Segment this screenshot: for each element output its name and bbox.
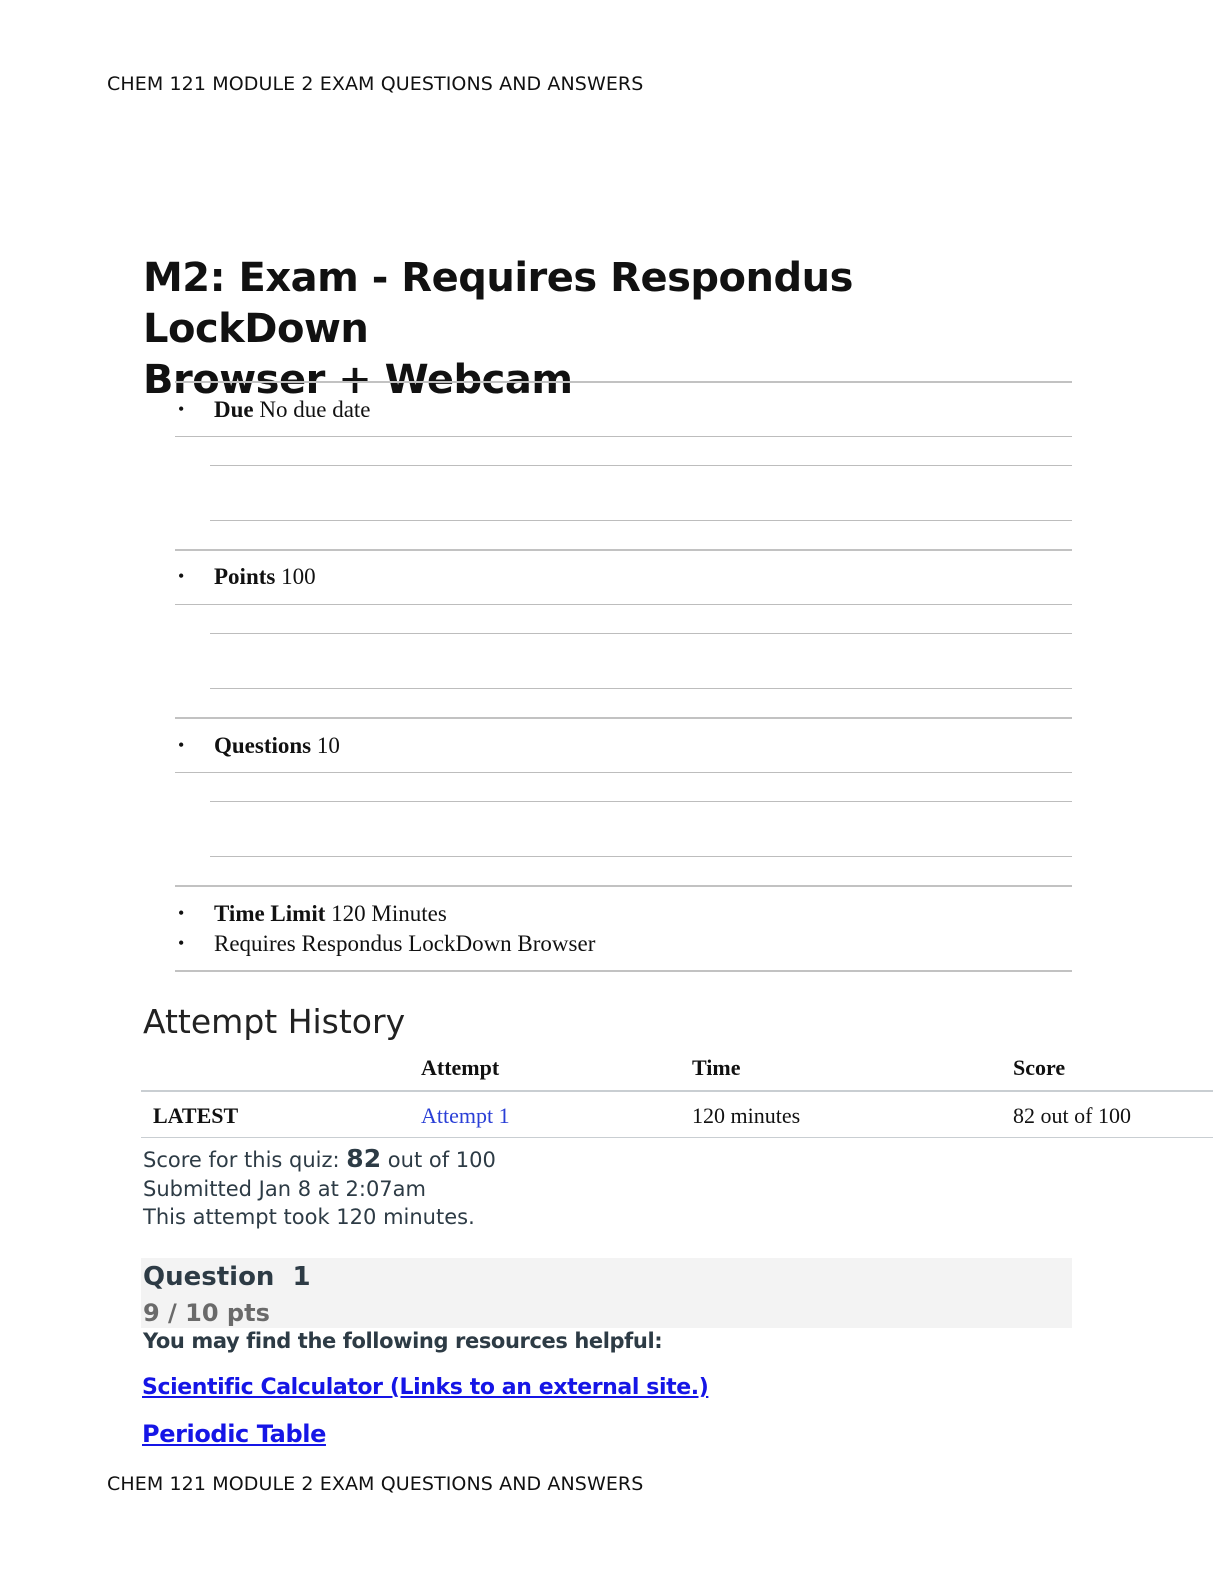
due-value: No due date — [259, 397, 371, 422]
bullet: • — [178, 566, 185, 586]
page-footer: CHEM 121 MODULE 2 EXAM QUESTIONS AND ANSWERS — [107, 1473, 644, 1495]
question-title: Question 1 — [143, 1262, 311, 1292]
divider — [175, 604, 1072, 605]
duration-text: This attempt took 120 minutes. — [143, 1205, 475, 1229]
bullet: • — [178, 399, 185, 419]
divider — [175, 772, 1072, 773]
attempt-score: 82 out of 100 — [1013, 1103, 1131, 1128]
score-value: 82 — [346, 1144, 382, 1173]
detail-points — [178, 564, 316, 590]
divider — [175, 970, 1072, 972]
scientific-calculator-link[interactable]: Scientific Calculator (Links to an external site.) — [142, 1375, 709, 1400]
column-header-attempt: Attempt — [421, 1055, 500, 1080]
column-header-score: Score — [1013, 1055, 1066, 1080]
divider — [210, 520, 1072, 521]
bullet: • — [178, 903, 185, 923]
due-label: Due — [214, 397, 254, 422]
table-row-divider — [141, 1137, 1213, 1138]
submitted-text: Submitted Jan 8 at 2:07am — [143, 1177, 426, 1201]
detail-time-limit — [178, 901, 447, 927]
divider — [175, 381, 1072, 383]
divider — [210, 856, 1072, 857]
divider — [175, 717, 1072, 719]
detail-due — [178, 397, 371, 423]
periodic-table-link[interactable]: Periodic Table — [142, 1420, 326, 1448]
detail-requirement — [178, 931, 595, 957]
score-suffix: out of 100 — [387, 1148, 496, 1172]
bullet: • — [178, 933, 185, 953]
attempt-time: 120 minutes — [692, 1103, 801, 1128]
bullet: • — [178, 735, 185, 755]
column-header-time: Time — [692, 1055, 741, 1080]
attempt-history-heading: Attempt History — [143, 1002, 406, 1041]
divider — [210, 633, 1072, 634]
requirement-text: Requires Respondus LockDown Browser — [214, 931, 596, 956]
points-label: Points — [214, 564, 276, 589]
table-header-divider — [141, 1090, 1213, 1092]
divider — [210, 688, 1072, 689]
resources-text: You may find the following resources helpful: — [143, 1329, 663, 1353]
attempt-1-link[interactable]: Attempt 1 — [421, 1103, 510, 1128]
exam-title-line-1: M2: Exam - Requires Respondus LockDown — [143, 255, 853, 352]
divider — [210, 801, 1072, 802]
page-header: CHEM 121 MODULE 2 EXAM QUESTIONS AND ANSWERS — [107, 73, 644, 95]
quiz-score-line — [143, 1144, 496, 1173]
divider — [175, 549, 1072, 551]
questions-label: Questions — [214, 733, 312, 758]
questions-value: 10 — [316, 733, 340, 758]
latest-tag: LATEST — [153, 1103, 239, 1128]
divider — [210, 465, 1072, 466]
exam-title — [143, 253, 1043, 406]
score-prefix: Score for this quiz: — [143, 1148, 340, 1172]
points-value: 100 — [281, 564, 316, 589]
time-limit-value: 120 Minutes — [331, 901, 447, 926]
question-points: 9 / 10 pts — [143, 1299, 270, 1327]
time-limit-label: Time Limit — [214, 901, 326, 926]
divider — [175, 436, 1072, 437]
exam-title-line-2: Browser + Webcam — [143, 357, 573, 403]
divider — [175, 885, 1072, 887]
detail-questions — [178, 733, 340, 759]
